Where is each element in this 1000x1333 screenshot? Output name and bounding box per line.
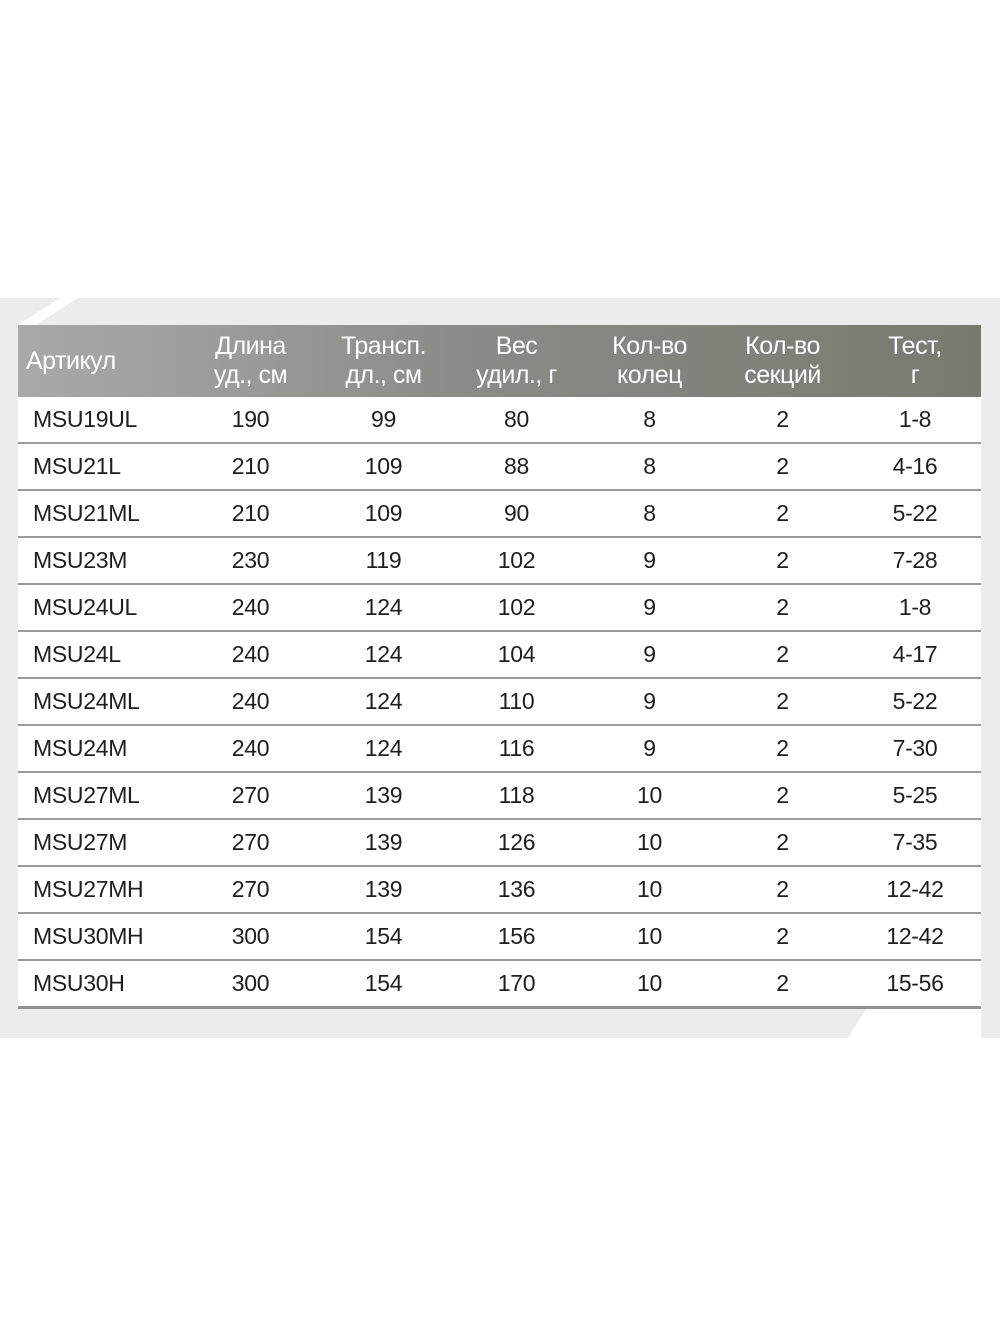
transport-length-cell: 119 xyxy=(317,537,450,584)
sections-cell: 2 xyxy=(716,631,849,678)
length-cell: 270 xyxy=(184,772,317,819)
transport-length-cell: 139 xyxy=(317,819,450,866)
length-cell: 240 xyxy=(184,631,317,678)
spec-table-header xyxy=(18,325,981,397)
article-cell: MSU23M xyxy=(18,537,184,584)
weight-cell: 102 xyxy=(450,537,583,584)
weight-cell: 116 xyxy=(450,725,583,772)
rings-cell: 10 xyxy=(583,960,716,1008)
test-cell: 7-30 xyxy=(849,725,981,772)
length-cell: 300 xyxy=(184,913,317,960)
sections-cell: 2 xyxy=(716,397,849,443)
sections-cell: 2 xyxy=(716,819,849,866)
sections-cell: 2 xyxy=(716,725,849,772)
header-row xyxy=(18,325,981,397)
table-row xyxy=(18,866,981,913)
weight-cell: 80 xyxy=(450,397,583,443)
test-cell: 12-42 xyxy=(849,866,981,913)
transport-length-cell: 154 xyxy=(317,960,450,1008)
header-weight: Вес удил., г xyxy=(476,332,557,389)
weight-cell: 156 xyxy=(450,913,583,960)
header-length: Длина уд., см xyxy=(213,332,288,389)
test-cell: 7-28 xyxy=(849,537,981,584)
weight-cell: 170 xyxy=(450,960,583,1008)
rings-cell: 9 xyxy=(583,584,716,631)
length-cell: 300 xyxy=(184,960,317,1008)
weight-cell: 110 xyxy=(450,678,583,725)
test-cell: 12-42 xyxy=(849,913,981,960)
rings-cell: 9 xyxy=(583,537,716,584)
table-row xyxy=(18,537,981,584)
table-row xyxy=(18,631,981,678)
transport-length-cell: 154 xyxy=(317,913,450,960)
table-row xyxy=(18,725,981,772)
table-row xyxy=(18,913,981,960)
article-cell: MSU21ML xyxy=(18,490,184,537)
table-row xyxy=(18,443,981,490)
length-cell: 190 xyxy=(184,397,317,443)
test-cell: 4-16 xyxy=(849,443,981,490)
table-row xyxy=(18,584,981,631)
rings-cell: 10 xyxy=(583,913,716,960)
header-rings: Кол-во колец xyxy=(612,332,687,389)
transport-length-cell: 109 xyxy=(317,443,450,490)
header-test: Тест, г xyxy=(888,332,942,389)
article-cell: MSU24L xyxy=(18,631,184,678)
weight-cell: 118 xyxy=(450,772,583,819)
transport-length-cell: 139 xyxy=(317,772,450,819)
weight-cell: 126 xyxy=(450,819,583,866)
test-cell: 15-56 xyxy=(849,960,981,1008)
test-cell: 5-22 xyxy=(849,490,981,537)
table-row xyxy=(18,397,981,443)
length-cell: 230 xyxy=(184,537,317,584)
article-cell: MSU24UL xyxy=(18,584,184,631)
article-cell: MSU19UL xyxy=(18,397,184,443)
sections-cell: 2 xyxy=(716,490,849,537)
length-cell: 240 xyxy=(184,725,317,772)
header-sections: Кол-во секций xyxy=(744,332,821,389)
rings-cell: 10 xyxy=(583,819,716,866)
weight-cell: 90 xyxy=(450,490,583,537)
sections-cell: 2 xyxy=(716,678,849,725)
sections-cell: 2 xyxy=(716,866,849,913)
weight-cell: 102 xyxy=(450,584,583,631)
article-cell: MSU27M xyxy=(18,819,184,866)
spec-table xyxy=(18,325,981,1009)
rings-cell: 8 xyxy=(583,443,716,490)
transport-length-cell: 124 xyxy=(317,584,450,631)
header-article: Артикул xyxy=(26,346,116,375)
length-cell: 240 xyxy=(184,584,317,631)
transport-length-cell: 124 xyxy=(317,678,450,725)
table-row xyxy=(18,490,981,537)
sections-cell: 2 xyxy=(716,443,849,490)
test-cell: 1-8 xyxy=(849,397,981,443)
length-cell: 270 xyxy=(184,819,317,866)
transport-length-cell: 99 xyxy=(317,397,450,443)
test-cell: 7-35 xyxy=(849,819,981,866)
rings-cell: 9 xyxy=(583,725,716,772)
sections-cell: 2 xyxy=(716,913,849,960)
rings-cell: 10 xyxy=(583,866,716,913)
table-row xyxy=(18,819,981,866)
transport-length-cell: 124 xyxy=(317,631,450,678)
header-transport-length: Трансп. дл., см xyxy=(341,332,426,389)
transport-length-cell: 124 xyxy=(317,725,450,772)
weight-cell: 104 xyxy=(450,631,583,678)
article-cell: MSU27ML xyxy=(18,772,184,819)
length-cell: 210 xyxy=(184,443,317,490)
spec-table-body xyxy=(18,397,981,1008)
rings-cell: 8 xyxy=(583,397,716,443)
article-cell: MSU21L xyxy=(18,443,184,490)
sections-cell: 2 xyxy=(716,772,849,819)
transport-length-cell: 139 xyxy=(317,866,450,913)
transport-length-cell: 109 xyxy=(317,490,450,537)
article-cell: MSU27MH xyxy=(18,866,184,913)
article-cell: MSU24M xyxy=(18,725,184,772)
table-row xyxy=(18,678,981,725)
rings-cell: 10 xyxy=(583,772,716,819)
rings-cell: 8 xyxy=(583,490,716,537)
test-cell: 4-17 xyxy=(849,631,981,678)
article-cell: MSU30H xyxy=(18,960,184,1008)
rings-cell: 9 xyxy=(583,678,716,725)
length-cell: 240 xyxy=(184,678,317,725)
sections-cell: 2 xyxy=(716,537,849,584)
table-row xyxy=(18,960,981,1008)
rings-cell: 9 xyxy=(583,631,716,678)
test-cell: 5-22 xyxy=(849,678,981,725)
weight-cell: 88 xyxy=(450,443,583,490)
test-cell: 1-8 xyxy=(849,584,981,631)
length-cell: 270 xyxy=(184,866,317,913)
weight-cell: 136 xyxy=(450,866,583,913)
length-cell: 210 xyxy=(184,490,317,537)
table-row xyxy=(18,772,981,819)
sections-cell: 2 xyxy=(716,584,849,631)
article-cell: MSU24ML xyxy=(18,678,184,725)
article-cell: MSU30MH xyxy=(18,913,184,960)
test-cell: 5-25 xyxy=(849,772,981,819)
sections-cell: 2 xyxy=(716,960,849,1008)
